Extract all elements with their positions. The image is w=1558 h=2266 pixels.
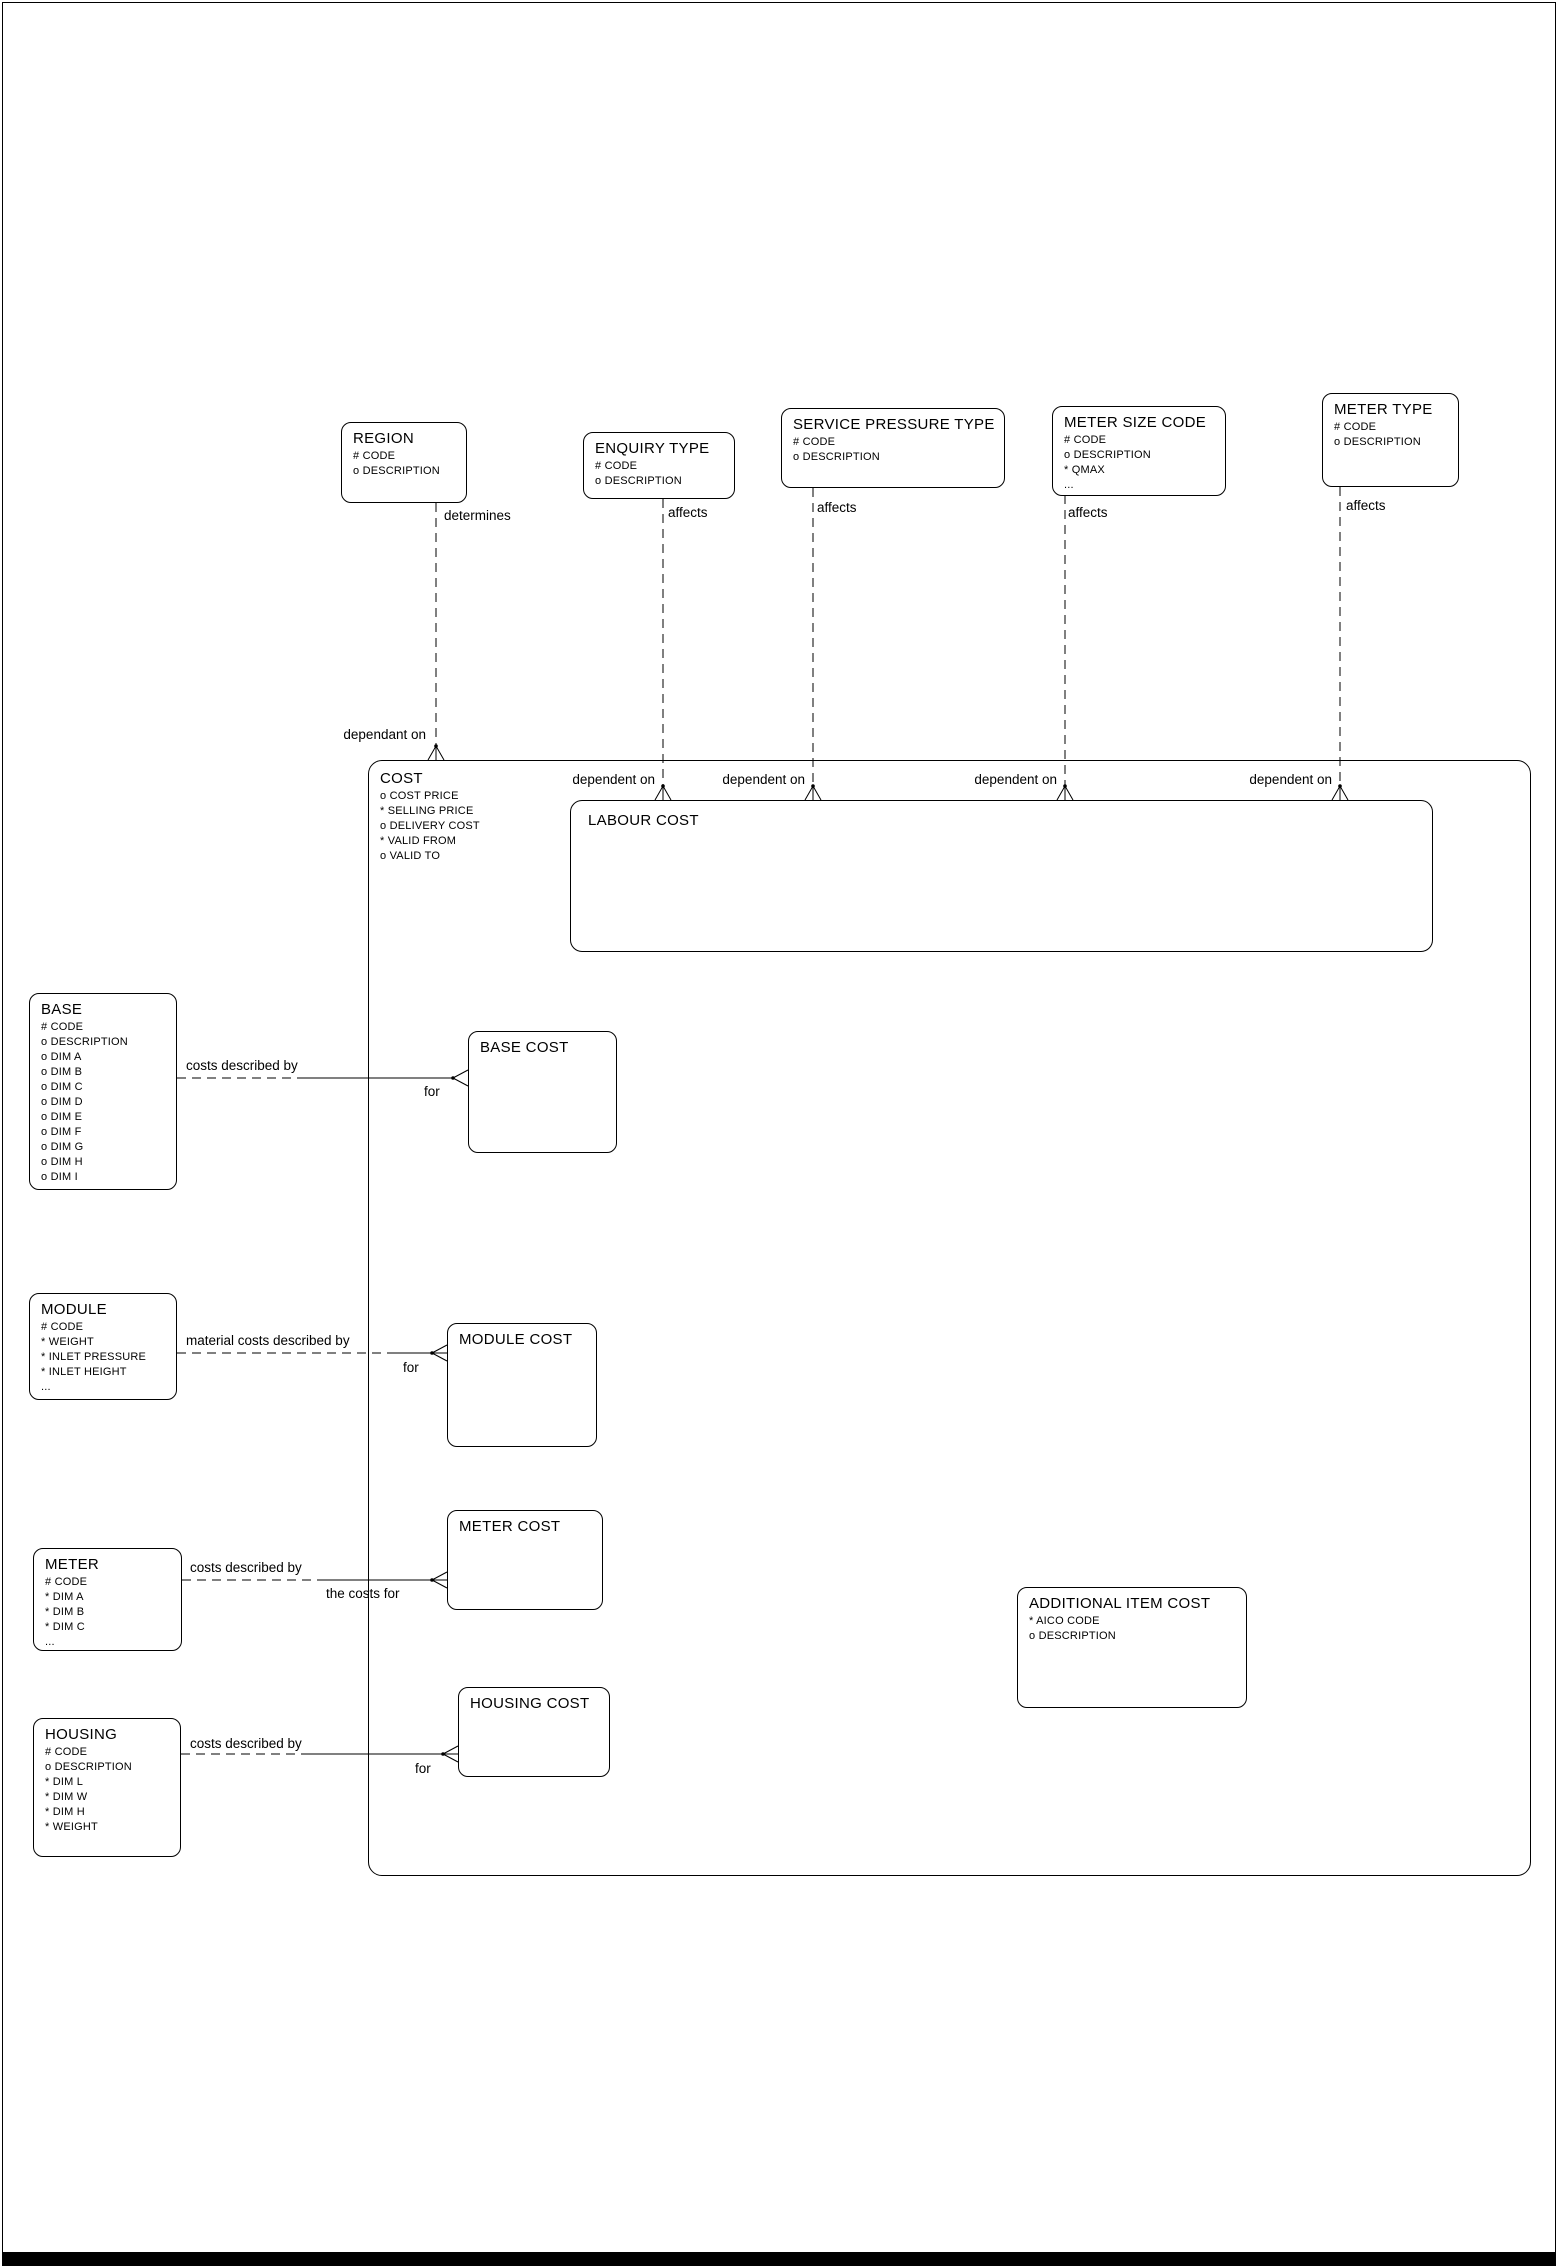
connector-enquiry-type-labour-cost (655, 499, 671, 800)
relationship-label-affects-meter-size: affects (1068, 505, 1108, 520)
entity-housing[interactable] (33, 1718, 181, 1857)
attribute-row: * WEIGHT (41, 1336, 94, 1348)
attribute-row: o DIM B (41, 1066, 83, 1078)
attribute-list (1334, 420, 1454, 450)
attribute-list (793, 435, 1000, 465)
connector-meter-type-labour-cost (1332, 487, 1348, 800)
entity-region[interactable] (341, 422, 467, 503)
attribute-row: # CODE (1064, 434, 1107, 446)
attribute-row: o DIM A (41, 1051, 82, 1063)
relationship-label-meter-the-costs-for: the costs for (326, 1586, 400, 1601)
relationship-label-housing-for: for (415, 1761, 431, 1776)
attribute-row: o DIM H (41, 1156, 83, 1168)
attribute-row: o DESCRIPTION (41, 1036, 128, 1048)
attribute-list (1064, 433, 1221, 493)
entity-title: METER TYPE (1334, 401, 1433, 418)
attribute-row: ... (41, 1381, 51, 1393)
attribute-list (1029, 1614, 1242, 1644)
relationship-label-dependent-on-service: dependent on (722, 772, 805, 787)
entity-base[interactable] (29, 993, 177, 1190)
attribute-row: o DESCRIPTION (793, 451, 880, 463)
attribute-row: # CODE (1334, 421, 1377, 433)
relationship-label-dependent-on-meter-size: dependent on (974, 772, 1057, 787)
entity-title: METER SIZE CODE (1064, 414, 1207, 431)
attribute-list (41, 1320, 172, 1395)
attribute-row: * WEIGHT (45, 1821, 98, 1833)
attribute-row: o DIM C (41, 1081, 83, 1093)
entity-title: MODULE COST (459, 1331, 573, 1348)
entity-service-pressure-type[interactable] (781, 408, 1005, 488)
attribute-row: * AICO CODE (1029, 1615, 1100, 1627)
attribute-row: # CODE (793, 436, 836, 448)
attribute-row: o DESCRIPTION (1334, 436, 1421, 448)
attribute-row: * DIM H (45, 1806, 85, 1818)
connector-service-pressure-labour-cost (805, 488, 821, 800)
entity-enquiry-type[interactable] (583, 432, 735, 499)
attribute-row: * INLET PRESSURE (41, 1351, 147, 1363)
entity-title: COST (380, 770, 423, 787)
attribute-list (45, 1575, 177, 1650)
entity-housing-cost[interactable] (458, 1687, 610, 1777)
attribute-row: o DESCRIPTION (353, 465, 440, 477)
relationship-label-meter-costs-described-by: costs described by (190, 1560, 302, 1575)
relationship-label-dependant-on: dependant on (343, 727, 426, 742)
attribute-list (45, 1745, 176, 1835)
attribute-row: * DIM B (45, 1606, 85, 1618)
relationship-label-dependent-on-meter-type: dependent on (1249, 772, 1332, 787)
attribute-row: # CODE (353, 450, 396, 462)
bottom-bar (2, 2252, 1556, 2266)
entity-title: SERVICE PRESSURE TYPE (793, 416, 995, 433)
entity-module[interactable] (29, 1293, 177, 1400)
attribute-row: o DIM D (41, 1096, 83, 1108)
attribute-row: o DIM G (41, 1141, 84, 1153)
entity-additional-item-cost[interactable] (1017, 1587, 1247, 1708)
attribute-row: # CODE (45, 1746, 88, 1758)
attribute-row: * DIM W (45, 1791, 88, 1803)
entity-title: HOUSING (45, 1726, 118, 1743)
attribute-row: ... (1064, 479, 1074, 491)
entity-title: MODULE (41, 1301, 107, 1318)
entity-labour-cost[interactable] (570, 800, 1433, 952)
connector-region-cost (428, 503, 444, 760)
entity-title: REGION (353, 430, 414, 447)
relationship-label-affects-enquiry: affects (668, 505, 708, 520)
attribute-row: o DESCRIPTION (1064, 449, 1151, 461)
attribute-row: * DIM C (45, 1621, 85, 1633)
connector-meter-size-labour-cost (1057, 495, 1073, 800)
relationship-label-housing-costs-described-by: costs described by (190, 1736, 302, 1751)
entity-title: METER (45, 1556, 99, 1573)
entity-title: LABOUR COST (588, 812, 699, 829)
entity-meter-size-code[interactable] (1052, 406, 1226, 496)
attribute-list (595, 459, 730, 489)
entity-meter-type[interactable] (1322, 393, 1459, 487)
attribute-row: # CODE (41, 1021, 84, 1033)
entity-meter-cost[interactable] (447, 1510, 603, 1610)
attribute-row: o DIM F (41, 1126, 82, 1138)
attribute-row: * SELLING PRICE (380, 805, 474, 817)
attribute-row: # CODE (595, 460, 638, 472)
attribute-row: # CODE (41, 1321, 84, 1333)
attribute-row: o DESCRIPTION (595, 475, 682, 487)
attribute-row: * DIM A (45, 1591, 84, 1603)
entity-meter[interactable] (33, 1548, 182, 1651)
attribute-row: * VALID FROM (380, 835, 457, 847)
relationship-label-base-for: for (424, 1084, 440, 1099)
attribute-row: o VALID TO (380, 850, 441, 862)
entity-title: BASE COST (480, 1039, 569, 1056)
attribute-list (353, 449, 462, 479)
entity-title: METER COST (459, 1518, 561, 1535)
relationship-label-dependent-on-enquiry: dependent on (572, 772, 655, 787)
relationship-label-affects-meter-type: affects (1346, 498, 1386, 513)
attribute-row: o DIM E (41, 1111, 83, 1123)
attribute-list (41, 1020, 172, 1185)
attribute-row: ... (45, 1636, 55, 1648)
relationship-label-affects-service: affects (817, 500, 857, 515)
entity-title: ADDITIONAL ITEM COST (1029, 1595, 1211, 1612)
attribute-row: # CODE (45, 1576, 88, 1588)
relationship-label-determines: determines (444, 508, 511, 523)
attribute-row: o DESCRIPTION (1029, 1630, 1116, 1642)
attribute-row: * DIM L (45, 1776, 84, 1788)
attribute-row: * QMAX (1064, 464, 1105, 476)
attribute-row: o COST PRICE (380, 790, 459, 802)
entity-title: BASE (41, 1001, 83, 1018)
attribute-row: o DIM I (41, 1171, 78, 1183)
relationship-label-module-costs-described-by: material costs described by (186, 1333, 350, 1348)
relationship-label-module-for: for (403, 1360, 419, 1375)
entity-title: ENQUIRY TYPE (595, 440, 710, 457)
attribute-row: o DESCRIPTION (45, 1761, 132, 1773)
relationship-label-base-costs-described-by: costs described by (186, 1058, 298, 1073)
entity-module-cost[interactable] (447, 1323, 597, 1447)
entity-title: HOUSING COST (470, 1695, 590, 1712)
entity-base-cost[interactable] (468, 1031, 617, 1153)
attribute-row: o DELIVERY COST (380, 820, 480, 832)
attribute-row: * INLET HEIGHT (41, 1366, 127, 1378)
